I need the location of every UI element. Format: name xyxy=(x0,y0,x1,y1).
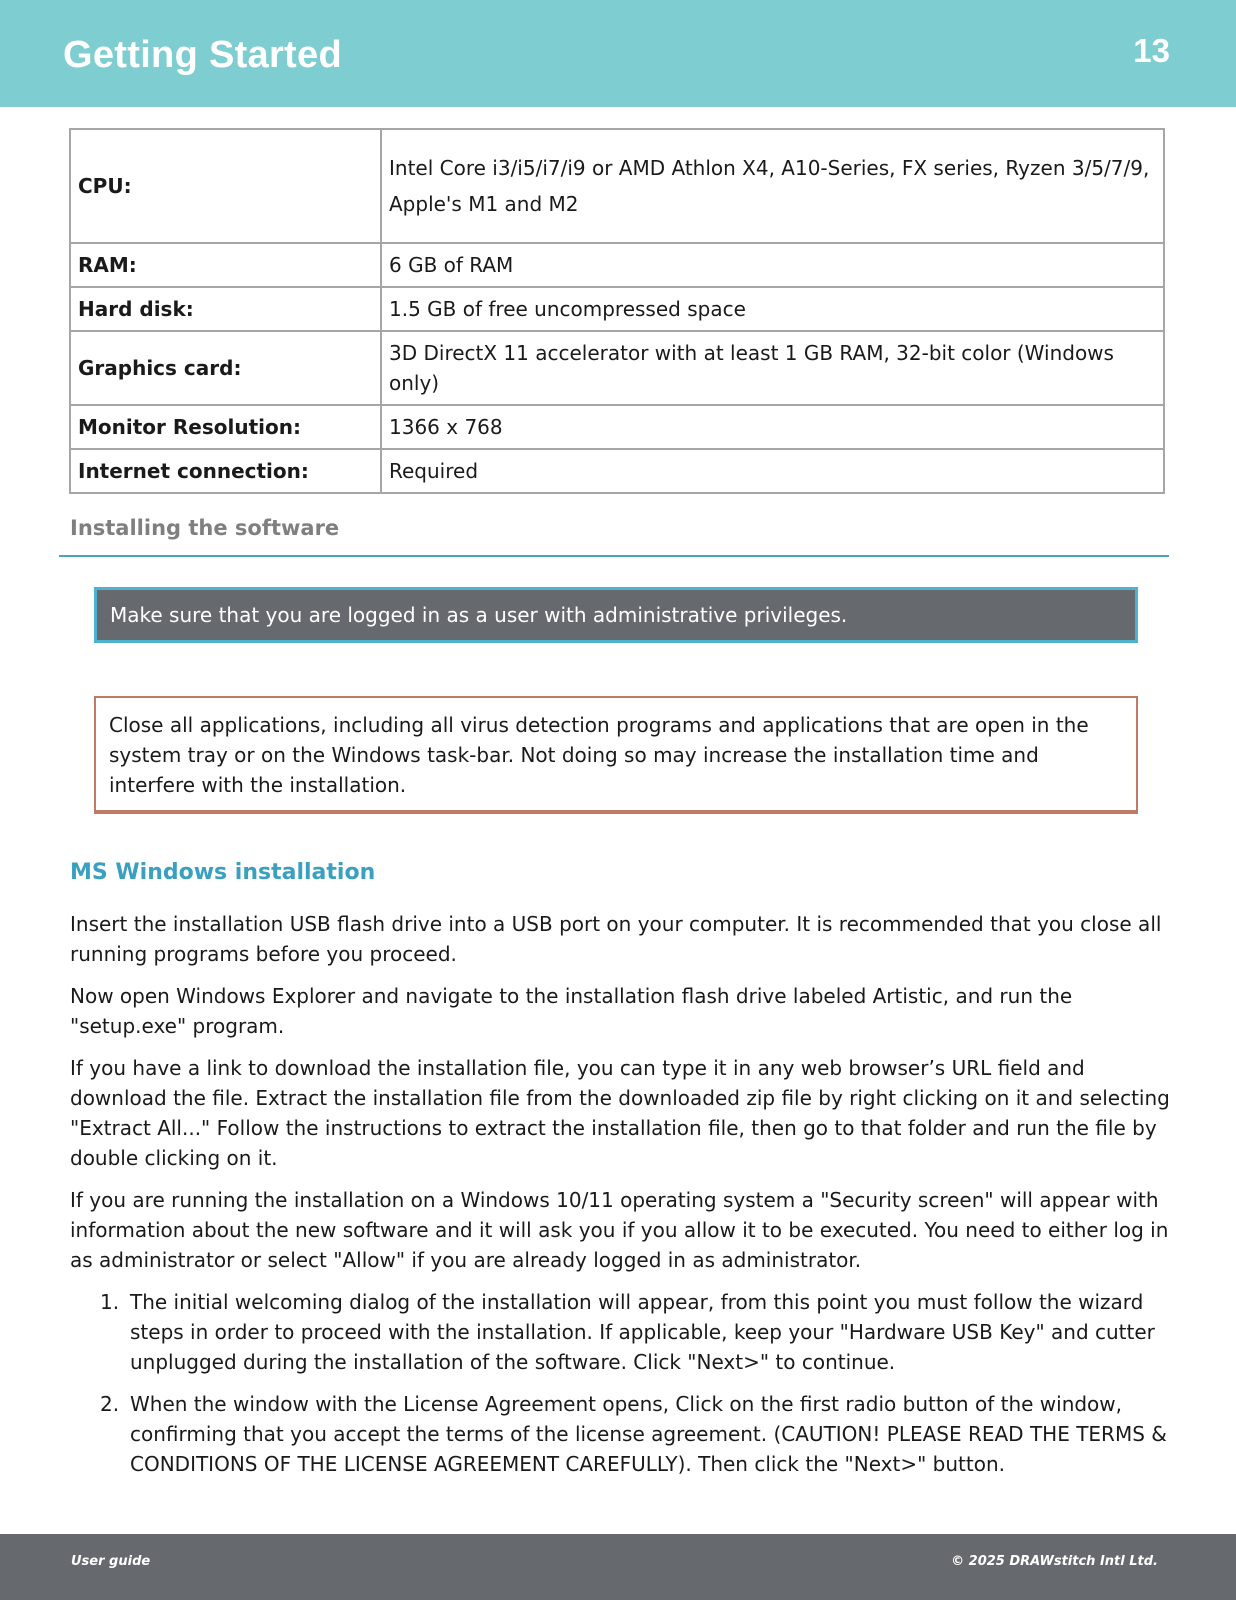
spec-value xyxy=(381,449,1164,493)
page-number: 13 xyxy=(1133,32,1170,69)
spec-value xyxy=(381,243,1164,287)
windows-installation-heading: MS Windows installation xyxy=(70,860,376,885)
paragraph: If you have a link to download the installation file, you can type it in any web browser’s URL field and download the file. Extract the installation file from the downloaded zip file by right clicking on it and selecting "Extract All..." Follow the instructions to extract the installation file, then go to that folder and run the file by double clicking on it. xyxy=(70,1056,1170,1170)
page-footer xyxy=(0,1534,1236,1600)
table-row xyxy=(70,405,1164,449)
installation-steps-list xyxy=(70,1287,1170,1479)
spec-value xyxy=(381,287,1164,331)
spec-label: CPU: xyxy=(70,129,381,243)
admin-privileges-note: Make sure that you are logged in as a user with administrative privileges. xyxy=(94,587,1138,643)
spec-value-line: 3D DirectX 11 accelerator with at least 1 GB RAM, 32-bit color (Windows only) xyxy=(389,341,1114,395)
step-number: 2. xyxy=(100,1392,120,1416)
spec-value-line: Apple's M1 and M2 xyxy=(389,192,579,216)
spec-value-line: Intel Core i3/i5/i7/i9 or AMD Athlon X4, A10-Series, FX series, Ryzen 3/5/7/9, xyxy=(389,156,1150,180)
table-row xyxy=(70,243,1164,287)
step-text: The initial welcoming dialog of the installation will appear, from this point you must follow the wizard steps in order to proceed with the installation. If applicable, keep your "Hardware USB Key" and cutter unplugged during the installation of the software. Click "Next>" to continue. xyxy=(130,1290,1155,1374)
spec-value-line: 6 GB of RAM xyxy=(389,253,514,277)
section-title: Installing the software xyxy=(70,516,340,540)
paragraph: Insert the installation USB flash drive into a USB port on your computer. It is recommended that you close all running programs before you proceed. xyxy=(70,912,1162,966)
paragraph: Now open Windows Explorer and navigate to the installation flash drive labeled Artistic, and run the "setup.exe" program. xyxy=(70,984,1073,1038)
table-row xyxy=(70,331,1164,405)
windows-installation-body xyxy=(70,909,1170,1491)
footer-copyright: © 2025 DRAWstitch Intl Ltd. xyxy=(951,1554,1158,1569)
spec-value-line: 1366 x 768 xyxy=(389,415,503,439)
step-text: When the window with the License Agreement opens, Click on the first radio button of the window, confirming that you accept the terms of the license agreement. (CAUTION! PLEASE READ THE TERMS & CONDITIONS OF THE LICENSE AGREEMENT CAREFULLY). Then click the "Next>" button. xyxy=(130,1392,1167,1476)
table-row xyxy=(70,287,1164,331)
spec-value xyxy=(381,331,1164,405)
table-row xyxy=(70,129,1164,243)
list-item xyxy=(70,1389,1170,1479)
spec-label: Graphics card: xyxy=(70,331,381,405)
table-row xyxy=(70,449,1164,493)
spec-label: Monitor Resolution: xyxy=(70,405,381,449)
chapter-title: Getting Started xyxy=(63,34,342,76)
close-applications-warning: Close all applications, including all virus detection programs and applications that are open in the system tray or on the Windows task-bar. Not doing so may increase the installation time and interfere with the installation. xyxy=(94,696,1138,814)
page-header xyxy=(0,0,1236,107)
spec-value xyxy=(381,405,1164,449)
footer-doc-title: User guide xyxy=(71,1554,151,1569)
system-requirements-table xyxy=(69,128,1165,494)
spec-label: RAM: xyxy=(70,243,381,287)
spec-value xyxy=(381,129,1164,243)
spec-value-line: Required xyxy=(389,459,479,483)
step-number: 1. xyxy=(100,1290,120,1314)
spec-value-line: 1.5 GB of free uncompressed space xyxy=(389,297,746,321)
list-item xyxy=(70,1287,1170,1377)
spec-label: Hard disk: xyxy=(70,287,381,331)
spec-label: Internet connection: xyxy=(70,449,381,493)
section-divider xyxy=(59,555,1169,557)
paragraph: If you are running the installation on a Windows 10/11 operating system a "Security screen" will appear with information about the new software and it will ask you if you allow it to be executed. You need to either log in as administrator or select "Allow" if you are already logged in as administrator. xyxy=(70,1188,1169,1272)
